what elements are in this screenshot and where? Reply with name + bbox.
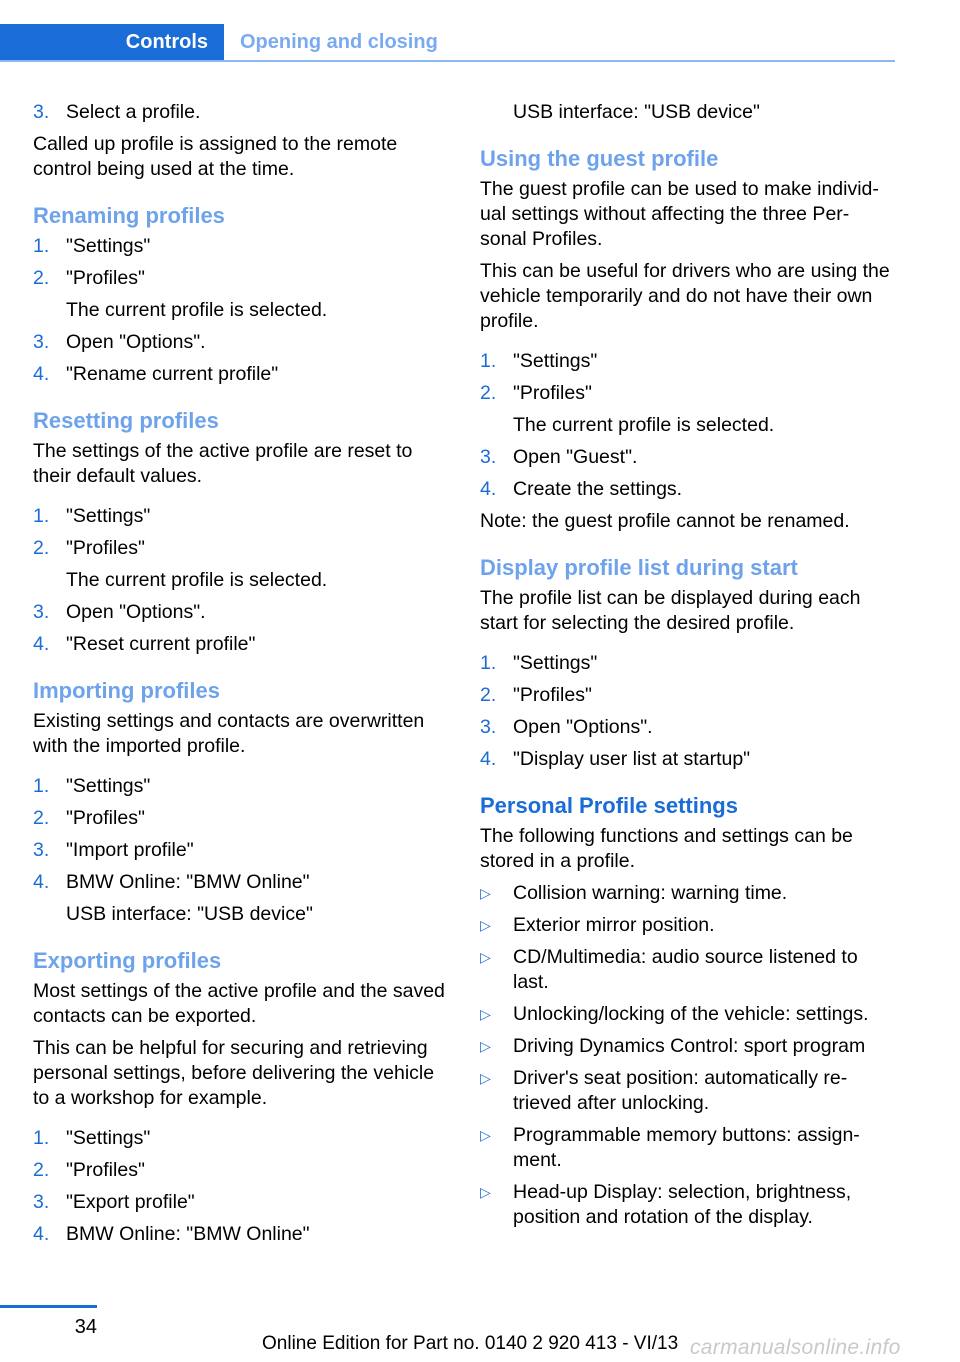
step-number: 2.	[33, 807, 50, 829]
triangle-bullet-icon: ▷	[480, 1127, 491, 1143]
intro-steps	[33, 100, 451, 125]
list-item	[480, 1002, 892, 1027]
list-item	[480, 477, 892, 502]
list-item	[480, 1066, 892, 1116]
section-title-exporting: Exporting profiles	[33, 948, 222, 973]
footer-divider	[0, 1305, 97, 1308]
importing-paragraph: Existing settings and contacts are overwritten with the imported profile.	[33, 710, 425, 757]
step-number: 3.	[33, 839, 50, 861]
step-number: 1.	[33, 1127, 50, 1149]
list-item	[480, 1123, 892, 1173]
list-item	[33, 504, 451, 529]
step-text: BMW Online: "BMW Online"	[66, 1223, 310, 1245]
step-text: "Settings"	[66, 505, 151, 527]
exporting-paragraph-1: Most settings of the active profile and the saved contacts can be exported.	[33, 980, 445, 1027]
list-item	[480, 445, 892, 470]
resetting-steps	[33, 504, 451, 657]
list-item	[33, 234, 451, 259]
list-item	[480, 747, 892, 772]
triangle-bullet-icon: ▷	[480, 1070, 491, 1086]
list-item	[33, 266, 451, 323]
guest-paragraph-1: The guest profile can be used to make individ-ual settings without affecting the three Per-sonal Profiles.	[480, 178, 879, 250]
triangle-bullet-icon: ▷	[480, 1184, 491, 1200]
exporting-paragraph-2: This can be helpful for securing and retrieving personal settings, before delivering the vehicle to a workshop for example.	[33, 1037, 435, 1109]
list-item	[33, 632, 451, 657]
resetting-paragraph: The settings of the active profile are reset to their default values.	[33, 440, 413, 487]
step-number: 3.	[480, 716, 497, 738]
step-text: "Profiles"	[66, 807, 145, 829]
list-item	[480, 1034, 892, 1059]
step-text: "Rename current profile"	[66, 363, 279, 385]
personal-paragraph: The following functions and settings can be stored in a profile.	[480, 825, 853, 872]
header-divider	[0, 60, 895, 62]
triangle-bullet-icon: ▷	[480, 885, 491, 901]
step-number: 2.	[480, 684, 497, 706]
triangle-bullet-icon: ▷	[480, 949, 491, 965]
section-title-display-list: Display profile list during start	[480, 555, 798, 580]
step-text: "Settings"	[513, 652, 598, 674]
step-number: 1.	[480, 350, 497, 372]
left-column	[33, 100, 451, 1254]
list-item	[33, 1126, 451, 1151]
page-number: 34	[74, 1316, 97, 1338]
step-number: 3.	[33, 601, 50, 623]
step-number: 1.	[480, 652, 497, 674]
importing-steps	[33, 774, 451, 927]
step-text: "Profiles"	[513, 382, 592, 404]
watermark: carmanualsonline.info	[690, 1336, 901, 1359]
step-text: "Import profile"	[66, 839, 194, 861]
step-number: 4.	[33, 363, 50, 385]
list-item	[33, 330, 451, 355]
step-text: "Settings"	[513, 350, 598, 372]
bullet-text: Head-up Display: selection, brightness, position and rotation of the display.	[513, 1181, 852, 1228]
step-number: 3.	[33, 101, 50, 123]
step-text: Open "Guest".	[513, 446, 638, 468]
step-number: 3.	[480, 446, 497, 468]
list-item	[33, 838, 451, 863]
step-text: BMW Online: "BMW Online"	[66, 871, 310, 893]
list-item	[480, 881, 892, 906]
guest-steps	[480, 349, 892, 502]
list-item	[33, 774, 451, 799]
list-item	[480, 683, 892, 708]
section-title-importing: Importing profiles	[33, 678, 220, 703]
step-number: 2.	[33, 1159, 50, 1181]
step-text: "Settings"	[66, 1127, 151, 1149]
personal-bullets	[480, 881, 892, 1230]
list-item	[33, 362, 451, 387]
triangle-bullet-icon: ▷	[480, 917, 491, 933]
step-subtext: The current profile is selected.	[66, 299, 328, 321]
step-text: "Settings"	[66, 235, 151, 257]
step-text: "Profiles"	[66, 1159, 145, 1181]
section-title-renaming: Renaming profiles	[33, 203, 225, 228]
guest-note: Note: the guest profile cannot be renamed.	[480, 510, 850, 532]
section-title-resetting: Resetting profiles	[33, 408, 219, 433]
list-item	[480, 381, 892, 438]
list-item	[33, 536, 451, 593]
list-item	[480, 1180, 892, 1230]
bullet-text: Exterior mirror position.	[513, 914, 715, 936]
list-item	[33, 806, 451, 831]
list-item	[33, 1222, 451, 1247]
triangle-bullet-icon: ▷	[480, 1006, 491, 1022]
step-text: Open "Options".	[513, 716, 653, 738]
continued-step-text: USB interface: "USB device"	[513, 101, 760, 123]
list-item	[480, 349, 892, 374]
intro-paragraph: Called up profile is assigned to the remote control being used at the time.	[33, 133, 398, 180]
guest-paragraph-2: This can be useful for drivers who are using the vehicle temporarily and do not have their own profile.	[480, 260, 890, 332]
tab-controls[interactable]: Controls	[0, 24, 224, 60]
step-number: 1.	[33, 235, 50, 257]
renaming-steps	[33, 234, 451, 387]
list-item	[480, 945, 892, 995]
list-item	[33, 600, 451, 625]
step-text: "Display user list at startup"	[513, 748, 751, 770]
step-number: 2.	[480, 382, 497, 404]
list-item	[33, 1190, 451, 1215]
list-item	[480, 913, 892, 938]
step-subtext: The current profile is selected.	[66, 569, 328, 591]
list-item	[480, 715, 892, 740]
bullet-text: Programmable memory buttons: assign-ment.	[513, 1124, 860, 1171]
bullet-text: Collision warning: warning time.	[513, 882, 788, 904]
step-text: Open "Options".	[66, 601, 206, 623]
step-number: 4.	[33, 871, 50, 893]
step-subtext: The current profile is selected.	[513, 414, 775, 436]
display-list-steps	[480, 651, 892, 772]
step-number: 1.	[33, 505, 50, 527]
bullet-text: Driver's seat position: automatically re-trieved after unlocking.	[513, 1067, 848, 1114]
list-item	[33, 870, 451, 927]
list-item	[33, 1158, 451, 1183]
page-header	[0, 24, 895, 62]
list-item	[480, 651, 892, 676]
step-text: "Profiles"	[513, 684, 592, 706]
step-subtext: USB interface: "USB device"	[66, 903, 313, 925]
step-text: "Profiles"	[66, 537, 145, 559]
step-number: 2.	[33, 267, 50, 289]
step-text: Create the settings.	[513, 478, 683, 500]
step-number: 4.	[33, 1223, 50, 1245]
right-column	[480, 100, 892, 1237]
step-number: 4.	[33, 633, 50, 655]
section-title-guest: Using the guest profile	[480, 146, 719, 171]
list-item	[33, 100, 451, 125]
step-number: 3.	[33, 1191, 50, 1213]
bullet-text: Driving Dynamics Control: sport program	[513, 1035, 866, 1057]
step-number: 4.	[480, 748, 497, 770]
display-list-paragraph: The profile list can be displayed during each start for selecting the desired profile.	[480, 587, 861, 634]
edition-note: Online Edition for Part no. 0140 2 920 413 - VI/13	[262, 1333, 679, 1354]
bullet-text: CD/Multimedia: audio source listened to last.	[513, 946, 858, 993]
section-title-personal: Personal Profile settings	[480, 793, 738, 818]
step-number: 3.	[33, 331, 50, 353]
step-text: Open "Options".	[66, 331, 206, 353]
exporting-steps	[33, 1126, 451, 1247]
step-number: 4.	[480, 478, 497, 500]
triangle-bullet-icon: ▷	[480, 1038, 491, 1054]
step-number: 2.	[33, 537, 50, 559]
step-text: "Reset current profile"	[66, 633, 256, 655]
step-text: Select a profile.	[66, 101, 201, 123]
step-text: "Profiles"	[66, 267, 145, 289]
step-text: "Settings"	[66, 775, 151, 797]
step-number: 1.	[33, 775, 50, 797]
tab-opening-and-closing[interactable]: Opening and closing	[240, 30, 438, 53]
step-text: "Export profile"	[66, 1191, 195, 1213]
bullet-text: Unlocking/locking of the vehicle: settings.	[513, 1003, 869, 1025]
